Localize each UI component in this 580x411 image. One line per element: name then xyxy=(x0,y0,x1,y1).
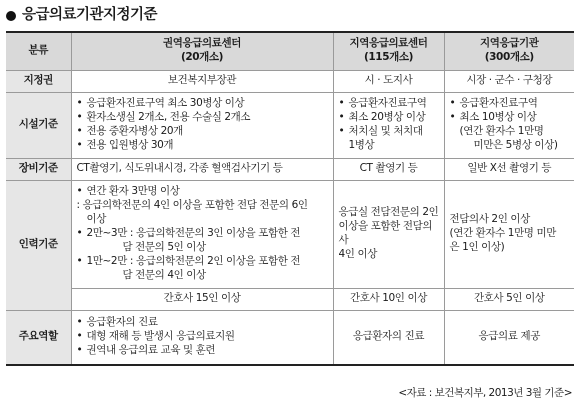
list-item xyxy=(339,125,439,153)
list-item-text: (연간 환자수 1만명 xyxy=(459,125,544,137)
list-item-text: 미만은 5병상 이상) xyxy=(473,138,558,151)
list-item-text: 처치실 및 처치대 xyxy=(348,125,423,137)
facility-local-center xyxy=(333,92,444,158)
list-item-text: 최소 10병상 이상 xyxy=(459,111,537,124)
header-local-institution-name: 지역응급기관 xyxy=(480,37,539,50)
nurse-local-institution: 간호사 5인 이상 xyxy=(444,288,574,310)
list-item: • 최소 20병상 이상 xyxy=(339,111,439,125)
table-row-staff xyxy=(6,180,574,288)
staff-local-institution xyxy=(444,180,574,288)
list-item-text: 담 전문의 5인 이상 xyxy=(122,240,206,253)
list-item xyxy=(450,111,570,153)
header-category: 분류 xyxy=(6,32,71,70)
list-item: • 응급환자진료구역 xyxy=(450,97,570,111)
list-item: • 대형 재해 등 발생시 응급의료지원 xyxy=(77,330,328,344)
list-item: • 전용 입원병상 30개 xyxy=(77,139,328,153)
list-item-text: • 2만~3만 : 응급의학전문의 3인 이상을 포함한 전 xyxy=(86,227,301,240)
table-row-designator xyxy=(6,70,574,92)
source-note: <자료 : 보건복지부, 2013년 3월 기준> xyxy=(398,387,572,399)
staff-local-center-line: 이상을 포함한 전담의사 xyxy=(338,220,433,246)
list-item: • 전용 중환자병상 20개 xyxy=(77,125,328,139)
list-item-text: 1병상 xyxy=(348,138,375,151)
list-item: • 권역내 응급의료 교육 및 훈련 xyxy=(77,344,328,358)
list-item xyxy=(77,185,328,227)
header-local-institution-count: (300개소) xyxy=(484,51,534,64)
header-local-institution xyxy=(444,32,574,70)
equipment-local-institution: 일반 X선 촬영기 등 xyxy=(444,158,574,180)
row-label-designator: 지정권 xyxy=(6,70,71,92)
header-regional-center xyxy=(71,32,333,70)
list-item-text: • 연간 환자 3만명 이상 xyxy=(86,185,180,198)
row-label-facility: 시설기준 xyxy=(6,92,71,158)
list-item: • 응급환자진료구역 xyxy=(339,97,439,111)
nurse-regional: 간호사 15인 이상 xyxy=(71,288,333,310)
designator-local-center: 시 · 도지사 xyxy=(333,70,444,92)
facility-regional xyxy=(71,92,333,158)
table-row-equipment xyxy=(6,158,574,180)
staff-regional xyxy=(71,180,333,288)
list-item: • 응급환자의 진료 xyxy=(77,316,328,330)
staff-local-institution-line: 전담의사 2인 이상 xyxy=(449,213,530,226)
designator-local-institution: 시장 · 군수 · 구청장 xyxy=(444,70,574,92)
list-item-text: 담 전문의 4인 이상 xyxy=(122,268,206,281)
bullet-dot-icon xyxy=(6,11,16,21)
equipment-local-center: CT 촬영기 등 xyxy=(333,158,444,180)
facility-local-institution xyxy=(444,92,574,158)
table-row-nurse xyxy=(6,288,574,310)
title-text: 응급의료기관지정기준 xyxy=(22,7,158,24)
staff-local-institution-line: (연간 환자수 1만명 미만 xyxy=(449,227,556,240)
header-regional-center-name: 권역응급의료센터 xyxy=(163,37,241,50)
list-item xyxy=(77,227,328,255)
staff-local-center-line: 4인 이상 xyxy=(338,247,377,260)
row-label-equipment: 장비기준 xyxy=(6,158,71,180)
role-local-institution: 응급의료 제공 xyxy=(444,310,574,365)
row-label-staff: 인력기준 xyxy=(6,180,71,310)
list-item-text: • 1만~2만 : 응급의학전문의 2인 이상을 포함한 전 xyxy=(86,254,301,267)
header-local-center-name: 지역응급의료센터 xyxy=(349,37,428,50)
list-item-text: : 응급의학전문의 4인 이상을 포함한 전담 전문의 6인 xyxy=(76,199,308,212)
table-header-row xyxy=(6,32,574,70)
header-local-center-count: (115개소) xyxy=(363,51,413,64)
header-local-center xyxy=(333,32,444,70)
nurse-local-center: 간호사 10인 이상 xyxy=(333,288,444,310)
list-item-text: 이상 xyxy=(86,213,106,226)
staff-local-center xyxy=(333,180,444,288)
list-item xyxy=(77,255,328,283)
list-item: • 응급환자진료구역 최소 30병상 이상 xyxy=(77,97,328,111)
table-row-facility xyxy=(6,92,574,158)
role-regional xyxy=(71,310,333,365)
header-regional-center-count: (20개소) xyxy=(180,51,224,64)
designator-regional: 보건복지부장관 xyxy=(71,70,333,92)
page-title xyxy=(6,6,157,26)
row-label-role: 주요역할 xyxy=(6,310,71,365)
staff-local-center-line: 응급실 전담전문의 2인 xyxy=(338,206,439,219)
staff-local-institution-line: 은 1인 이상) xyxy=(449,240,505,253)
role-local-center: 응급환자의 진료 xyxy=(333,310,444,365)
equipment-regional: CT촬영기, 식도위내시경, 각종 혈액검사기기 등 xyxy=(71,158,333,180)
list-item: • 환자소생실 2개소, 전용 수술실 2개소 xyxy=(77,111,328,125)
table-row-role xyxy=(6,310,574,365)
criteria-table xyxy=(6,31,574,366)
